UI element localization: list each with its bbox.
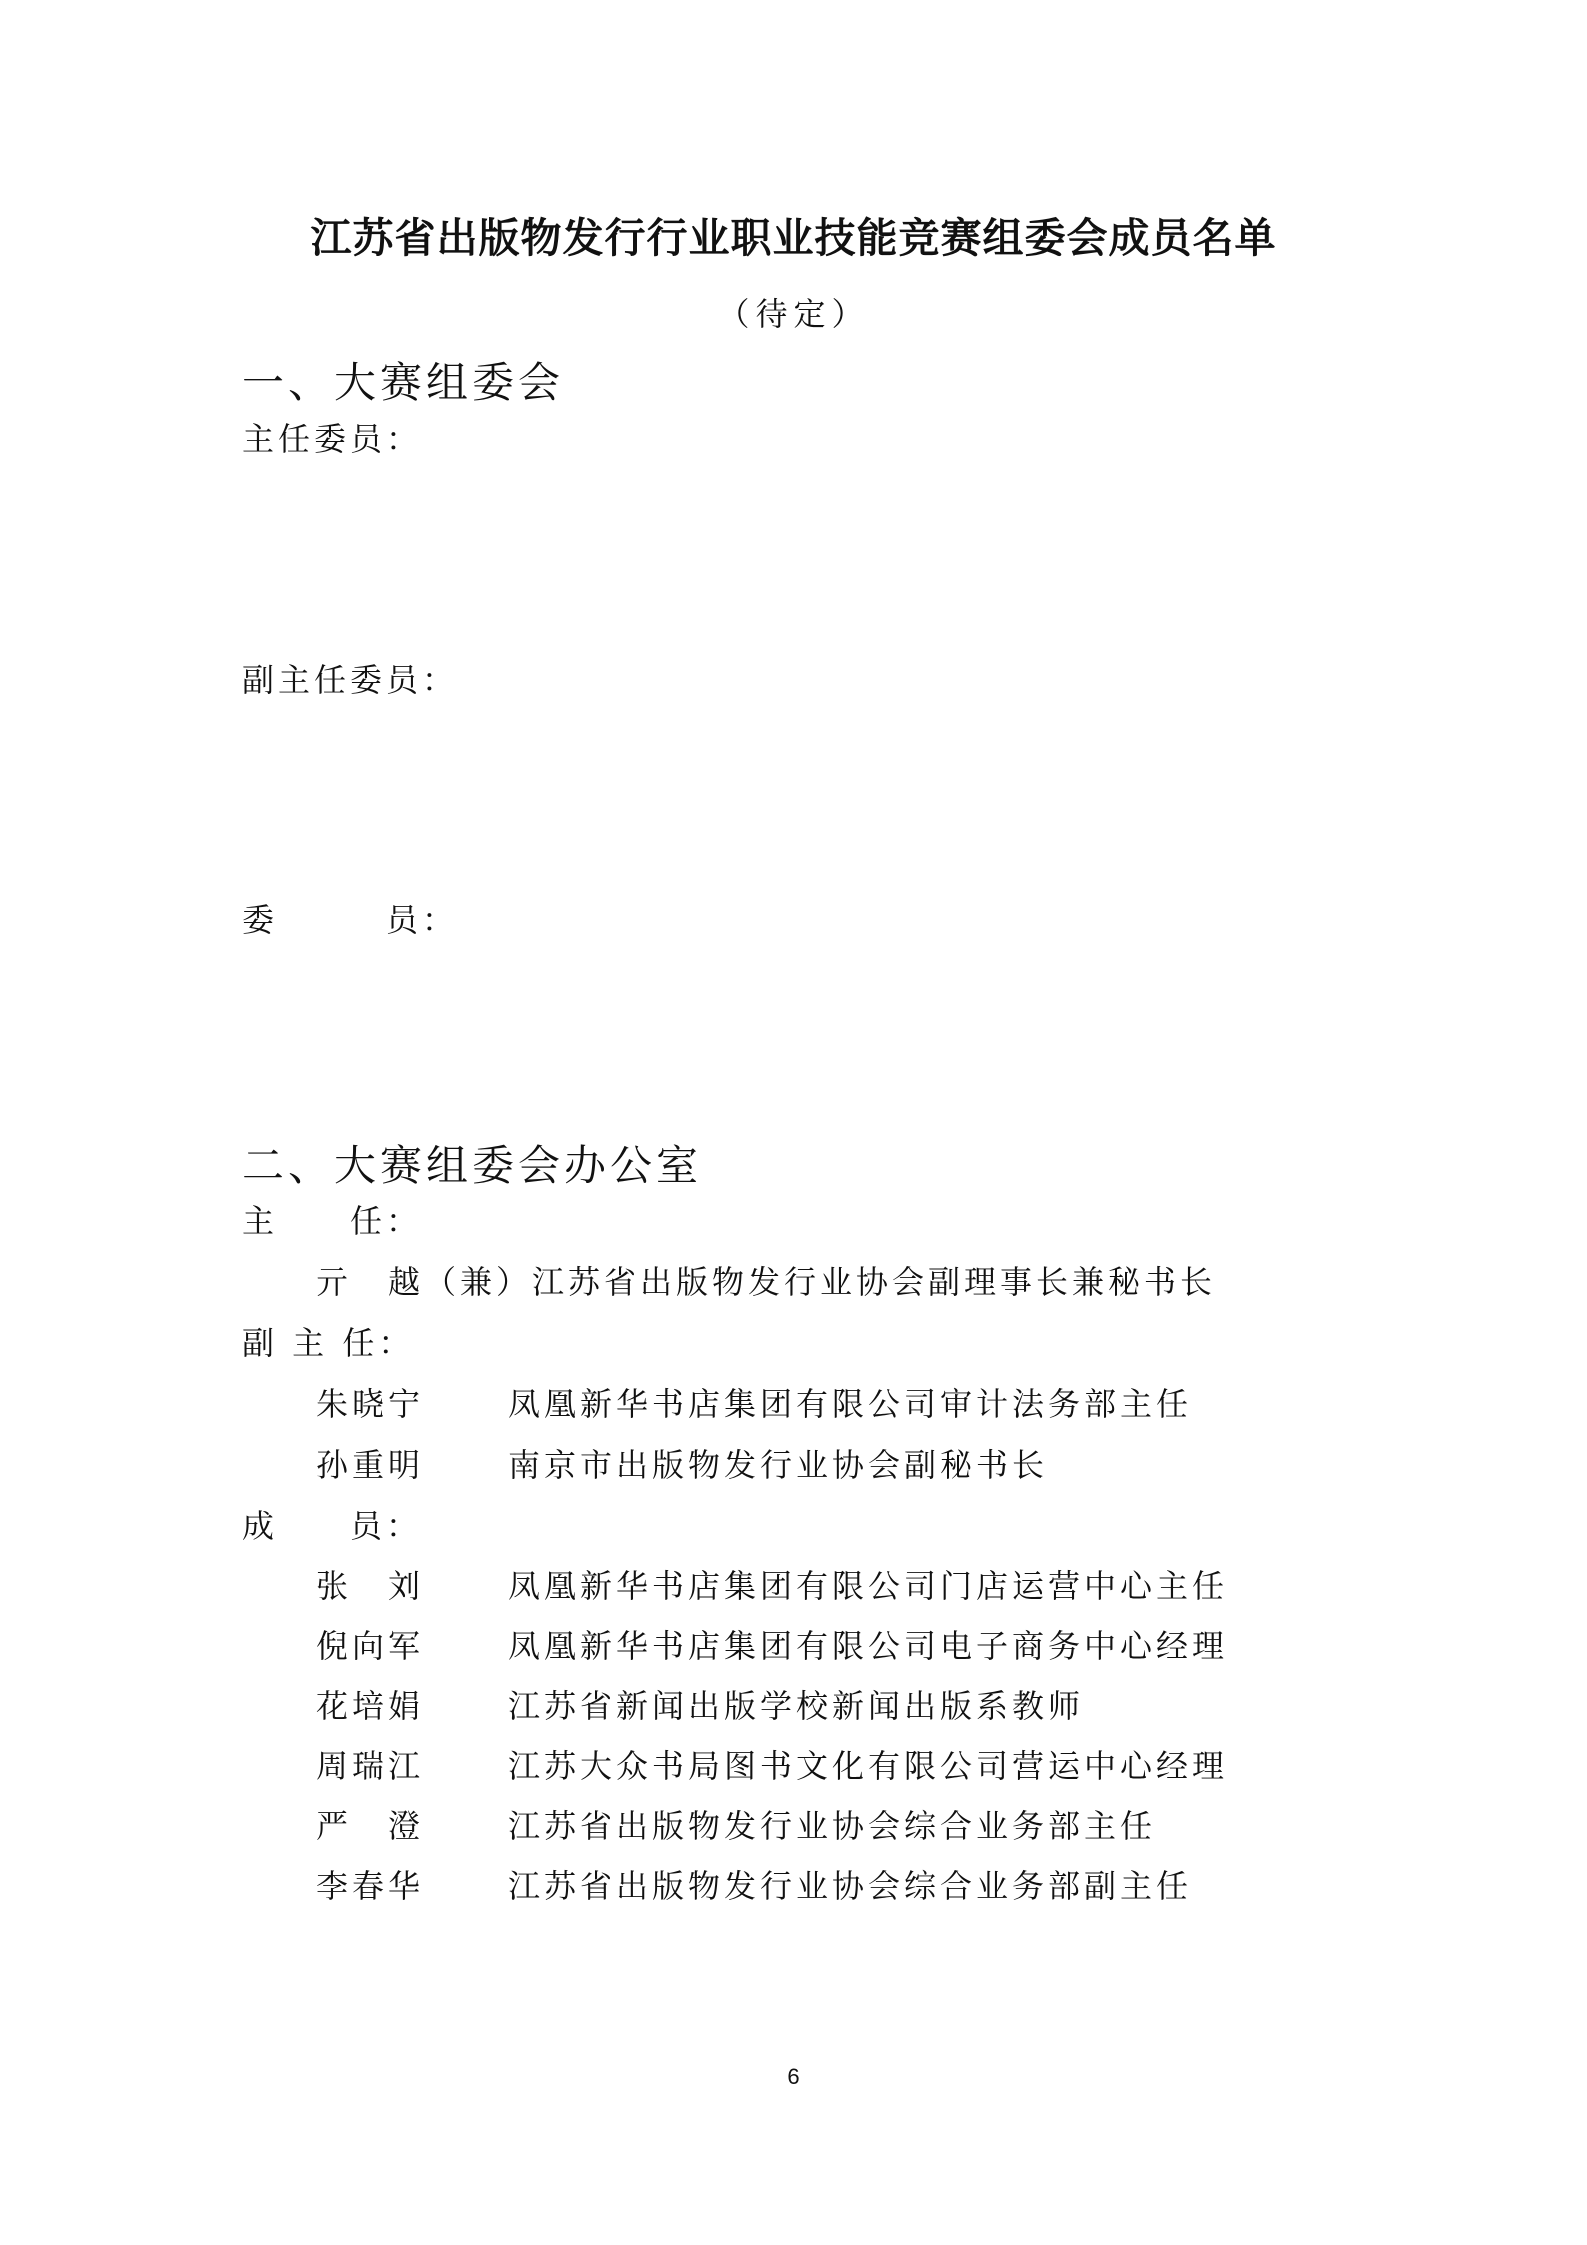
deputy-title: 南京市出版物发行业协会副秘书长 [508,1446,1049,1484]
committee-deputy-director-label: 副主任委员： [242,661,459,699]
document-subtitle: （待定） [717,295,870,333]
committee-director-label: 主任委员： [242,420,423,458]
document-title: 江苏省出版物发行行业职业技能竞赛组委会成员名单 [310,214,1277,262]
member-name: 花培娟 [316,1687,425,1725]
deputy-name: 孙重明 [316,1446,425,1484]
deputy-name: 朱晓宁 [316,1385,425,1423]
member-name: 倪向军 [316,1627,425,1665]
member-name: 周瑞江 [316,1747,425,1785]
office-deputy-director-label: 副 主 任： [242,1324,415,1362]
member-title: 江苏大众书局图书文化有限公司营运中心经理 [508,1747,1229,1785]
member-name: 张 刘 [316,1567,425,1605]
deputy-title: 凤凰新华书店集团有限公司审计法务部主任 [508,1385,1193,1423]
section-1-heading: 一、大赛组委会 [242,358,565,407]
section-2-heading: 二、大赛组委会办公室 [242,1141,703,1190]
member-name: 严 澄 [316,1807,425,1845]
office-director-label: 主 任： [242,1202,423,1240]
office-member-label: 成 员： [242,1507,423,1545]
member-title: 江苏省新闻出版学校新闻出版系教师 [508,1687,1085,1725]
member-title: 江苏省出版物发行业协会综合业务部主任 [508,1807,1157,1845]
member-title: 凤凰新华书店集团有限公司门店运营中心主任 [508,1567,1229,1605]
committee-member-label: 委 员： [242,901,459,939]
page-number: 6 [787,2064,800,2089]
office-director-entry: 亓 越（兼）江苏省出版物发行业协会副理事长兼秘书长 [316,1263,1217,1301]
member-name: 李春华 [316,1867,425,1905]
member-title: 凤凰新华书店集团有限公司电子商务中心经理 [508,1627,1229,1665]
member-title: 江苏省出版物发行业协会综合业务部副主任 [508,1867,1193,1905]
